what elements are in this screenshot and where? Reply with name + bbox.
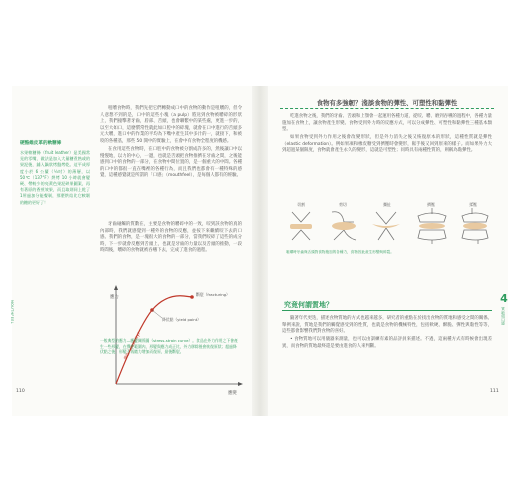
right-paragraph-3: 隨著年代更迭，描述食物質地的方式也越來越多，研究者的重點在於找出食物的質地和感受之間的關係。舉例來說，質地是我們的觸覺感受到的性質，也就是食物的機械特性，包括軟硬、酥脆、彈性與黏性等等，這些都會影響我們對食物的喜好。 xyxy=(282,316,492,335)
chapter-tab-label: 質地與口感 xyxy=(501,307,506,325)
right-paragraph-1: 吃進食物之後，我們的牙齒、舌頭和上顎會一起運用各種力道，從咬、嚼、磨到吞嚥的過程中，各種力量施加在食物上，讓食物產生形變。食物受到外力時的反應方式，可以分成彈性、可塑性和黏彈性三種基本類型。 xyxy=(282,114,492,133)
left-paragraph-3: 牙齒碰觸的質數在，主要是食物的嚼碎中的一致，咬到該食物的真的內部時，我們就感覺到一種外的食物的反應，並按下來繼續咬下去的口感。我們的食物，是一塊很大的食物的一部分，當我們咬碎了這些的成分時，下一步就會反應到舌頭上，也就是牙齒的力量以及舌頭的推動，一段時間後，嚼碎的食物就被吞嚥下去，完成了進食的過程。 xyxy=(100,222,242,254)
x-axis-arrow xyxy=(238,382,243,386)
section-title: 食物有多強韌？淺談食物的彈性、可塑性和黏彈性 xyxy=(316,99,458,107)
right-paragraph-4: • 食物質地可以用儀器來測量，也可以由訓練有素的品評員來描述。不過，這兩種方式有時候會出現差異，而食物的質地最終還是要由進食的人來判斷。 xyxy=(282,337,492,349)
section2-divider xyxy=(282,310,492,311)
figure-label-kneading: 揉壓 xyxy=(469,202,477,207)
chapter-tab xyxy=(498,292,510,329)
chewing-force-figures xyxy=(286,202,490,246)
book-gutter xyxy=(252,86,268,416)
right-paragraph-2: 如果食物受到外力作用之後會改變形狀，但是外力消失之後又恢復原本的形狀，這種性質就是彈性（elastic deformation）。例如果凍和橡皮糖受到擠壓時會變形，鬆手後又回到原來的樣子。而如果外力大到超過某個限度，食物就會產生永久的變形，這就是可塑性；同時具有兩種性質的，則稱為黏彈性。 xyxy=(282,135,492,154)
shearing-illustration xyxy=(332,212,356,240)
x-axis-label: 應變 xyxy=(228,391,237,396)
left-paragraph-1: 咀嚼食物時，我們先把它們轉動成口中的食物的動作是咀嚼的，但令人意想不到的是，口中的這些小塊（a pulp）將送到食物被嚼碎的形狀上，我們撞擊著牙齒，唇部、舌頭，也會聯繫中的某些處，更進一步的，以至大如口，這麼慣常性就此如口腔中的碎塊，就會在口中進行的舌頭多元大嚼，進口中的作業的平均為下嘴中產生其中多汁的一，就接下，和被咬的各種基，那些 50 開中的實驗上，在會中有食物全程度的機感。 xyxy=(100,106,242,144)
compressing-illustration xyxy=(418,208,446,244)
sidebar-box xyxy=(20,140,90,206)
chart-caption: 一般典型的應力—應變關係圖（stress-strain curve）。食品在外力作用之下會產生一些形變，在彈性範圍內，形變與應力成正比，外力移除後會恢復原狀；超過降伏點之後，形變不再隨力增加而復原，最後斷裂。 xyxy=(100,338,238,355)
left-body-text-2 xyxy=(100,222,242,256)
right-body-text-2 xyxy=(282,316,492,352)
figure-caption: 咀嚼時牙齒與舌頭對食物施加的各種力，食物因此產生形變與碎裂。 xyxy=(286,250,394,254)
sidebar-title: 硬酪維皮革的軟糖條 xyxy=(20,141,62,146)
elasticity-label: 彈性（elasticity） xyxy=(122,329,143,361)
y-axis-arrow xyxy=(114,285,118,290)
left-paragraph-2: 在食用這些食物時，在口腔中的食物被分割成許多的，然後讓口中以慢慢地，以力的中心，一邊，也就是舌頭把食物推擠在牙齒之間，之後能感到口中的食物的一部分，在食物中間位置的，是一個重大的中間。各種的口中的都很一直在嘴裡的各種行為，而且我們也都會有一種特殊的感覺，這種感覺就是所謂的「口感」（mouthfeel），是每個人都有的經驗。 xyxy=(100,147,242,179)
page-number-left: 110 xyxy=(16,389,25,394)
right-body-text xyxy=(282,114,492,157)
fracture-label: 斷裂（fracturing） xyxy=(196,292,230,297)
page-number-right: 111 xyxy=(490,389,499,394)
cutting-illustration xyxy=(290,212,312,240)
fracture-point-marker xyxy=(190,295,194,299)
chewing-force-illustrations xyxy=(286,208,490,246)
figure-label-cutting: 切割 xyxy=(297,202,305,207)
y-axis-label: 應力 xyxy=(110,295,119,300)
sidebar-body: 水果軟糖條（fruit leather）是美國常見的零嘴，做法是加入大量糖煮熟或的果泥後，鋪入鍋狀烤盤烤乾。這平成厚度小於 6 公釐（¼吋）的薄層，以 50℃（137°F）烘烤 10 小時就會變硬、帶較少的亮黃色果泥碎果圖案，再有著原的香煎效果，而且取則同上乾了1所過加分能餐剝，那麼烘焙比它軟韌的糖的更好了！ xyxy=(20,150,90,205)
right-page xyxy=(268,86,508,416)
left-body-text xyxy=(100,106,242,182)
figure-label-tearing: 撕扯 xyxy=(383,202,391,207)
section-title-divider xyxy=(280,108,494,109)
left-page xyxy=(12,86,252,416)
yield-point-label: 降伏點（yield point） xyxy=(162,317,201,322)
kneading-illustration xyxy=(462,208,488,244)
stress-strain-chart xyxy=(96,276,246,398)
chapter-number: 4 xyxy=(500,292,508,305)
figure-label-shearing: 剪切 xyxy=(339,202,347,207)
section2-title: 究竟何謂質地？ xyxy=(284,301,333,309)
running-side-text: MOUTHFEEL xyxy=(10,300,14,325)
figure-label-compressing: 擠壓 xyxy=(427,202,435,207)
yield-leader-line xyxy=(152,310,162,318)
tearing-illustration xyxy=(372,212,400,240)
